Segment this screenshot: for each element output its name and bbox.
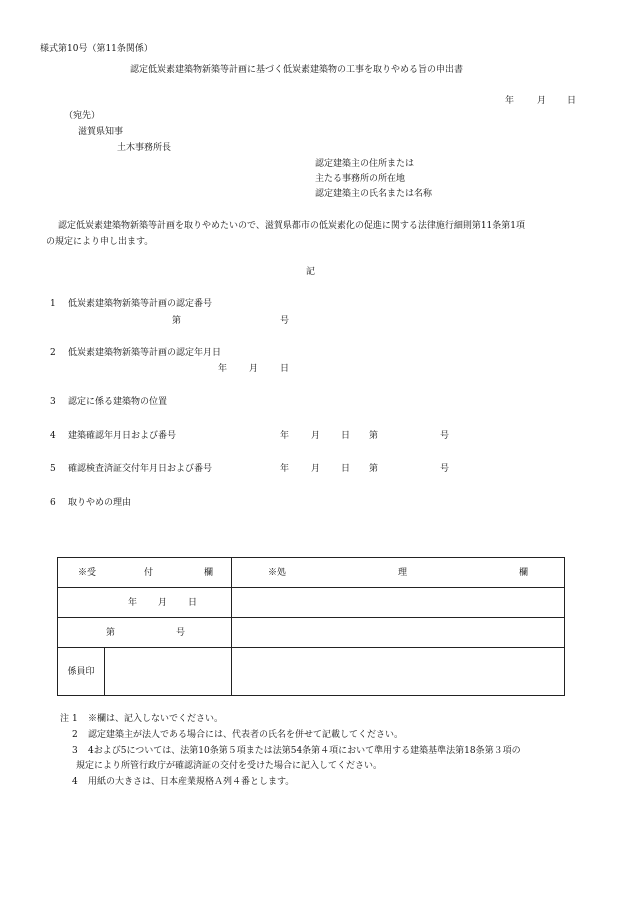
processing-header-mark: ※処 — [268, 567, 287, 578]
item-1-label: 低炭素建築物新築等計画の認定番号 — [68, 299, 213, 309]
processing-number-cell — [232, 618, 565, 648]
note-3-continuation: 規定により所管行政庁が確認済証の交付を受けた場合に記入してください。 — [76, 761, 383, 771]
item-2-month: 月 — [249, 364, 259, 374]
addressee-label: （宛先） — [64, 111, 101, 121]
item-1-go: 号 — [280, 316, 290, 326]
note-3-number: 3 — [72, 746, 78, 756]
reception-number-go: 号 — [176, 627, 186, 638]
note-4-text: 用紙の大きさは、日本産業規格Ａ列４番とします。 — [88, 777, 295, 787]
date-month-label: 月 — [537, 96, 547, 106]
reception-date-month: 月 — [158, 597, 168, 608]
notes-prefix: 注 — [60, 714, 70, 724]
item-2-number: 2 — [50, 348, 56, 358]
item-4-year: 年 — [280, 431, 290, 441]
processing-seal-cell — [232, 648, 565, 696]
item-2-day: 日 — [280, 364, 290, 374]
reception-processing-table — [57, 557, 565, 696]
processing-header-ran: 欄 — [519, 567, 529, 578]
item-5-day: 日 — [341, 464, 351, 474]
reception-header-cell — [58, 558, 232, 588]
item-5-number: 5 — [50, 464, 56, 474]
item-4-go: 号 — [440, 431, 450, 441]
reception-header-mark: ※受 — [78, 567, 97, 578]
processing-header-ri: 理 — [398, 567, 408, 578]
reception-date-day: 日 — [188, 597, 198, 608]
reception-header-ran: 欄 — [204, 567, 214, 578]
item-5-go: 号 — [440, 464, 450, 474]
item-3-label: 認定に係る建築物の位置 — [68, 397, 168, 407]
document-title: 認定低炭素建築物新築等計画に基づく低炭素建築物の工事を取りやめる旨の申出書 — [130, 65, 464, 75]
processing-header-cell — [232, 558, 565, 588]
item-4-month: 月 — [311, 431, 321, 441]
item-4-label: 建築確認年月日および番号 — [68, 431, 177, 441]
reception-header-uke: 付 — [144, 567, 154, 578]
body-text-line1: 認定低炭素建築物新築等計画を取りやめたいので、滋賀県都市の低炭素化の促進に関する法律施行細則第11条第1項 — [58, 221, 526, 231]
item-6-label: 取りやめの理由 — [68, 498, 132, 508]
note-1-number: 1 — [72, 714, 78, 724]
reception-date-cell — [58, 588, 232, 618]
reception-number-dai: 第 — [106, 627, 116, 638]
body-text-line2: の規定により申し出ます。 — [46, 237, 154, 247]
note-1-text: ※欄は、記入しないでください。 — [88, 714, 224, 724]
reception-number-cell — [58, 618, 232, 648]
note-4-number: 4 — [72, 777, 78, 787]
processing-date-cell — [232, 588, 565, 618]
item-4-dai: 第 — [369, 431, 379, 441]
item-5-month: 月 — [311, 464, 321, 474]
clerk-seal-label: 係員印 — [67, 666, 95, 677]
item-2-year: 年 — [218, 364, 228, 374]
addressee-governor: 滋賀県知事 — [78, 127, 124, 137]
item-1-number: 1 — [50, 299, 56, 309]
note-2-number: 2 — [72, 730, 78, 740]
date-year-label: 年 — [505, 96, 515, 106]
item-1-dai: 第 — [172, 316, 182, 326]
clerk-seal-label-cell — [58, 648, 105, 696]
item-5-year: 年 — [280, 464, 290, 474]
ki-heading: 記 — [306, 267, 316, 277]
applicant-office-label: 主たる事務所の所在地 — [315, 174, 406, 184]
note-2-text: 認定建築主が法人である場合には、代表者の氏名を併せて記載してください。 — [88, 730, 404, 740]
item-4-day: 日 — [341, 431, 351, 441]
item-2-label: 低炭素建築物新築等計画の認定年月日 — [68, 348, 222, 358]
addressee-office: 土木事務所長 — [117, 143, 172, 153]
form-number: 様式第10号（第11条関係） — [40, 44, 153, 54]
item-4-number: 4 — [50, 431, 56, 441]
item-6-number: 6 — [50, 498, 56, 508]
item-5-dai: 第 — [369, 464, 379, 474]
date-day-label: 日 — [567, 96, 577, 106]
applicant-address-label: 認定建築主の住所または — [315, 159, 415, 169]
item-3-number: 3 — [50, 397, 56, 407]
note-3-text: 4および5については、法第10条第５項または法第54条第４項において準用する建築基準法第18条第３項の — [88, 746, 521, 756]
applicant-name-label: 認定建築主の氏名または名称 — [315, 189, 433, 199]
reception-date-year: 年 — [128, 597, 138, 608]
item-5-label: 確認検査済証交付年月日および番号 — [68, 464, 213, 474]
clerk-seal-box — [105, 648, 232, 696]
